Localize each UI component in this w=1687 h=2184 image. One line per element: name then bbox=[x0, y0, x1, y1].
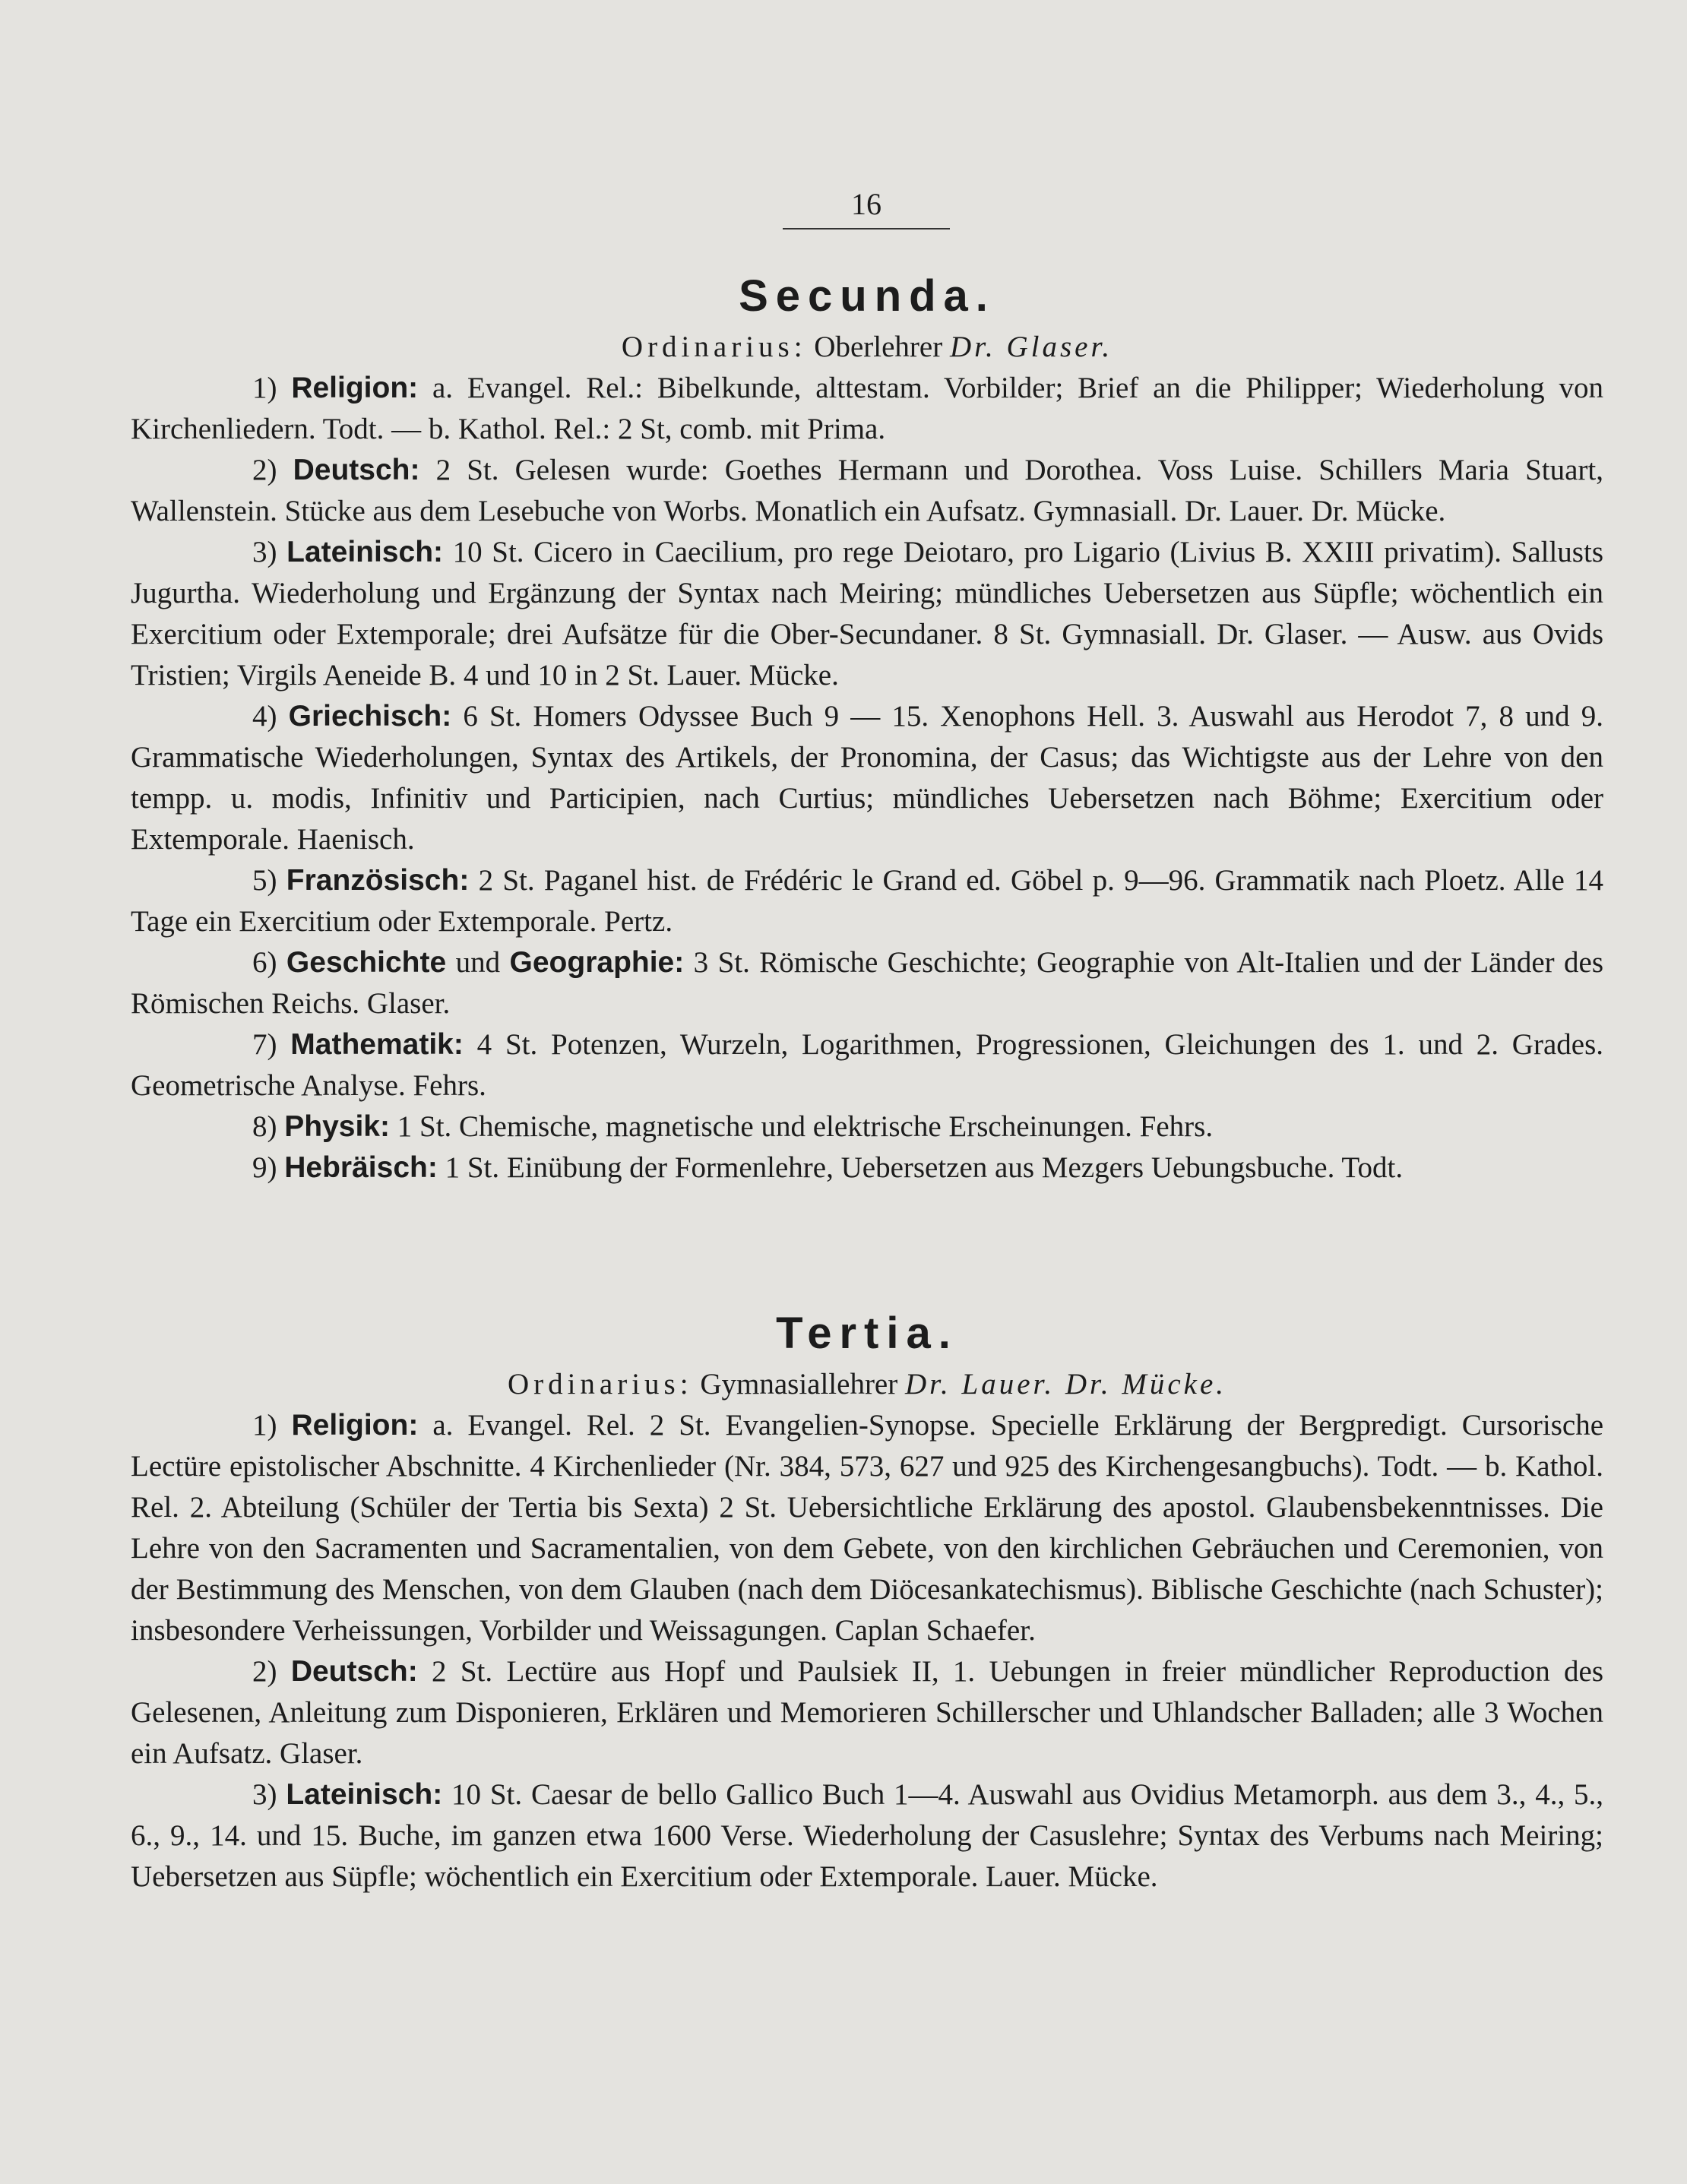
subject-text: 6 St. Homers Odyssee Buch 9 — 15. Xenophons Hell. 3. Auswahl aus Herodot 7, 8 und 9. Grammatische Wiederholungen, Syntax des Artikels, der Pronomina, der Casus; das Wichtigste aus der Lehre von den tempp. u. modis, Infinitiv und Participien, nach Curtius; mündliches Uebersetzen nach Böhme; Exercitium oder Extemporale. Haenisch. bbox=[131, 700, 1603, 856]
subject-text: 1 St. Chemische, magnetische und elektrische Erscheinungen. Fehrs. bbox=[397, 1110, 1214, 1143]
item-number: 2) bbox=[252, 1655, 277, 1688]
subject-text: 3 St. Römische Geschichte; Geographie von Alt-Italien und der Länder des Römischen Reichs. Glaser. bbox=[131, 946, 1604, 1020]
ordinarius-rank: Oberlehrer bbox=[814, 331, 943, 363]
subject-name: Physik bbox=[284, 1110, 380, 1143]
subject-colon: : bbox=[433, 536, 444, 568]
section-title: Tertia. bbox=[776, 1309, 958, 1358]
subject-paragraph bbox=[131, 1147, 1603, 1189]
subject-text: 1 St. Einübung der Formenlehre, Uebersetzen aus Mezgers Uebungsbuche. Todt. bbox=[445, 1151, 1404, 1184]
item-number: 3) bbox=[252, 1778, 277, 1811]
section-secunda bbox=[131, 266, 1603, 1189]
subject-paragraph bbox=[131, 1774, 1603, 1898]
section-tertia bbox=[131, 1303, 1603, 1898]
subject-colon: : bbox=[459, 864, 470, 897]
item-number: 9) bbox=[252, 1151, 277, 1184]
ordinarius-name: Dr. Lauer. Dr. Mücke. bbox=[904, 1368, 1227, 1401]
item-number: 1) bbox=[252, 1409, 277, 1442]
subject-name-2: Geographie bbox=[509, 946, 675, 979]
item-number: 4) bbox=[252, 700, 277, 733]
ordinarius-name: Dr. Glaser. bbox=[949, 331, 1113, 363]
item-number: 7) bbox=[252, 1028, 277, 1061]
ordinarius-rank: Gymnasiallehrer bbox=[700, 1368, 898, 1401]
subject-text: 10 St. Caesar de bello Gallico Buch 1—4. Auswahl aus Ovidius Metamorph. aus dem 3., 4., 5., 6., 9., 14. und 15. Buche, im ganzen etwa 1600 Verse. Wiederholung der Casuslehre; Syntax des Verbums nach Meiring; Uebersetzen aus Süpfle; wöchentlich ein Exercitium oder Extemporale. Lauer. Mücke. bbox=[131, 1778, 1604, 1893]
subject-colon: : bbox=[407, 1655, 418, 1688]
subject-text: 10 St. Cicero in Caecilium, pro rege Deiotaro, pro Ligario (Livius B. XXIII privatim). Sallusts Jugurtha. Wiederholung und Ergänzung der Syntax nach Meiring; mündliches Uebersetzen aus Süpfle; wöchentlich ein Exercitium oder Extemporale; drei Aufsätze für die Ober-Secundaner. 8 St. Gymnasiall. Dr. Glaser. — Ausw. aus Ovids Tristien; Virgils Aeneide B. 4 und 10 in 2 St. Lauer. Mücke. bbox=[131, 536, 1603, 692]
subject-colon: : bbox=[408, 372, 419, 404]
item-number: 6) bbox=[252, 946, 277, 979]
item-number: 3) bbox=[252, 536, 277, 568]
section-title: Secunda. bbox=[739, 271, 995, 321]
subject-text: a. Evangel. Rel.: Bibelkunde, alttestam. Vorbilder; Brief an die Philipper; Wiederholung von Kirchenliedern. Todt. — b. Kathol. Rel.: 2 St, comb. mit Prima. bbox=[131, 372, 1603, 445]
subject-paragraph bbox=[131, 450, 1603, 532]
item-number: 8) bbox=[252, 1110, 277, 1143]
subject-name: Mathematik bbox=[290, 1028, 454, 1061]
subject-colon: : bbox=[410, 454, 420, 486]
subject-paragraph bbox=[131, 1651, 1603, 1774]
subject-colon: : bbox=[380, 1110, 390, 1143]
subject-colon: : bbox=[674, 946, 685, 979]
item-number: 5) bbox=[252, 864, 277, 897]
subject-text: 2 St. Lectüre aus Hopf und Paulsiek II, 1. Uebungen in freier mündlicher Reproduction des Gelesenen, Anleitung zum Disponieren, Erklären und Memorieren Schillerscher und Uhlandscher Balladen; alle 3 Wochen ein Aufsatz. Glaser. bbox=[131, 1655, 1604, 1770]
ordinarius-line bbox=[131, 1364, 1603, 1405]
subject-paragraph bbox=[131, 696, 1603, 860]
subject-paragraph bbox=[131, 860, 1603, 942]
subject-colon: : bbox=[408, 1409, 419, 1442]
subject-colon: : bbox=[427, 1151, 438, 1184]
subject-name: Lateinisch bbox=[286, 536, 434, 568]
ordinarius-line bbox=[131, 327, 1603, 368]
subject-name: Französisch bbox=[286, 864, 460, 897]
subject-name: Deutsch bbox=[293, 454, 410, 486]
subject-paragraph bbox=[131, 1405, 1603, 1651]
page-number-rule bbox=[783, 228, 950, 229]
subject-text: 2 St. Gelesen wurde: Goethes Hermann und Dorothea. Voss Luise. Schillers Maria Stuart, Wallenstein. Stücke aus dem Lesebuche von Worbs. Monatlich ein Aufsatz. Gymnasiall. Dr. Lauer. Dr. Mücke. bbox=[131, 454, 1604, 527]
subject-name: Deutsch bbox=[290, 1655, 408, 1688]
subject-text: a. Evangel. Rel. 2 St. Evangelien-Synopse. Specielle Erklärung der Bergpredigt. Cursorische Lectüre epistolischer Abschnitte. 4 Kirchenlieder (Nr. 384, 573, 627 und 925 des Kirchengesangbuchs). Todt. — b. Kathol. Rel. 2. Abteilung (Schüler der Tertia bis Sexta) 2 St. Uebersichtliche Erklärung des apostol. Glaubensbekenntnisses. Die Lehre von den Sacramenten und Sacramentalien, von dem Gebete, von den kirchlichen Gebräuchen und Ceremonien, von der Bestimmung des Menschen, von dem Glauben (nach dem Diöcesankatechismus). Biblische Geschichte (nach Schuster); insbesondere Verheissungen, Vorbilder und Weissagungen. Caplan Schaefer. bbox=[131, 1409, 1603, 1647]
subject-connector: und bbox=[455, 946, 501, 979]
subject-paragraph bbox=[131, 1024, 1603, 1106]
subject-name: Geschichte bbox=[286, 946, 447, 979]
subject-name: Hebräisch bbox=[284, 1151, 428, 1184]
subject-colon: : bbox=[453, 1028, 464, 1061]
page-number: 16 bbox=[851, 187, 881, 221]
subject-name: Lateinisch bbox=[286, 1778, 433, 1811]
subject-colon: : bbox=[432, 1778, 443, 1811]
subject-text: 4 St. Potenzen, Wurzeln, Logarithmen, Progressionen, Gleichungen des 1. und 2. Grades. Geometrische Analyse. Fehrs. bbox=[131, 1028, 1603, 1102]
item-number: 2) bbox=[252, 454, 277, 486]
ordinarius-label: Ordinarius: bbox=[621, 331, 807, 363]
ordinarius-label: Ordinarius: bbox=[507, 1368, 693, 1401]
subject-paragraph bbox=[131, 368, 1603, 450]
subject-colon: : bbox=[442, 700, 452, 733]
item-number: 1) bbox=[252, 372, 277, 404]
subject-paragraph bbox=[131, 1106, 1603, 1147]
subject-name: Religion bbox=[291, 1409, 409, 1442]
subject-paragraph bbox=[131, 942, 1603, 1024]
subject-text: 2 St. Paganel hist. de Frédéric le Grand ed. Göbel p. 9—96. Grammatik nach Ploetz. Alle 14 Tage ein Exercitium oder Extemporale. Pertz. bbox=[131, 864, 1604, 938]
subject-name: Religion bbox=[291, 372, 409, 404]
subject-name: Griechisch bbox=[288, 700, 442, 733]
subject-paragraph bbox=[131, 532, 1603, 696]
